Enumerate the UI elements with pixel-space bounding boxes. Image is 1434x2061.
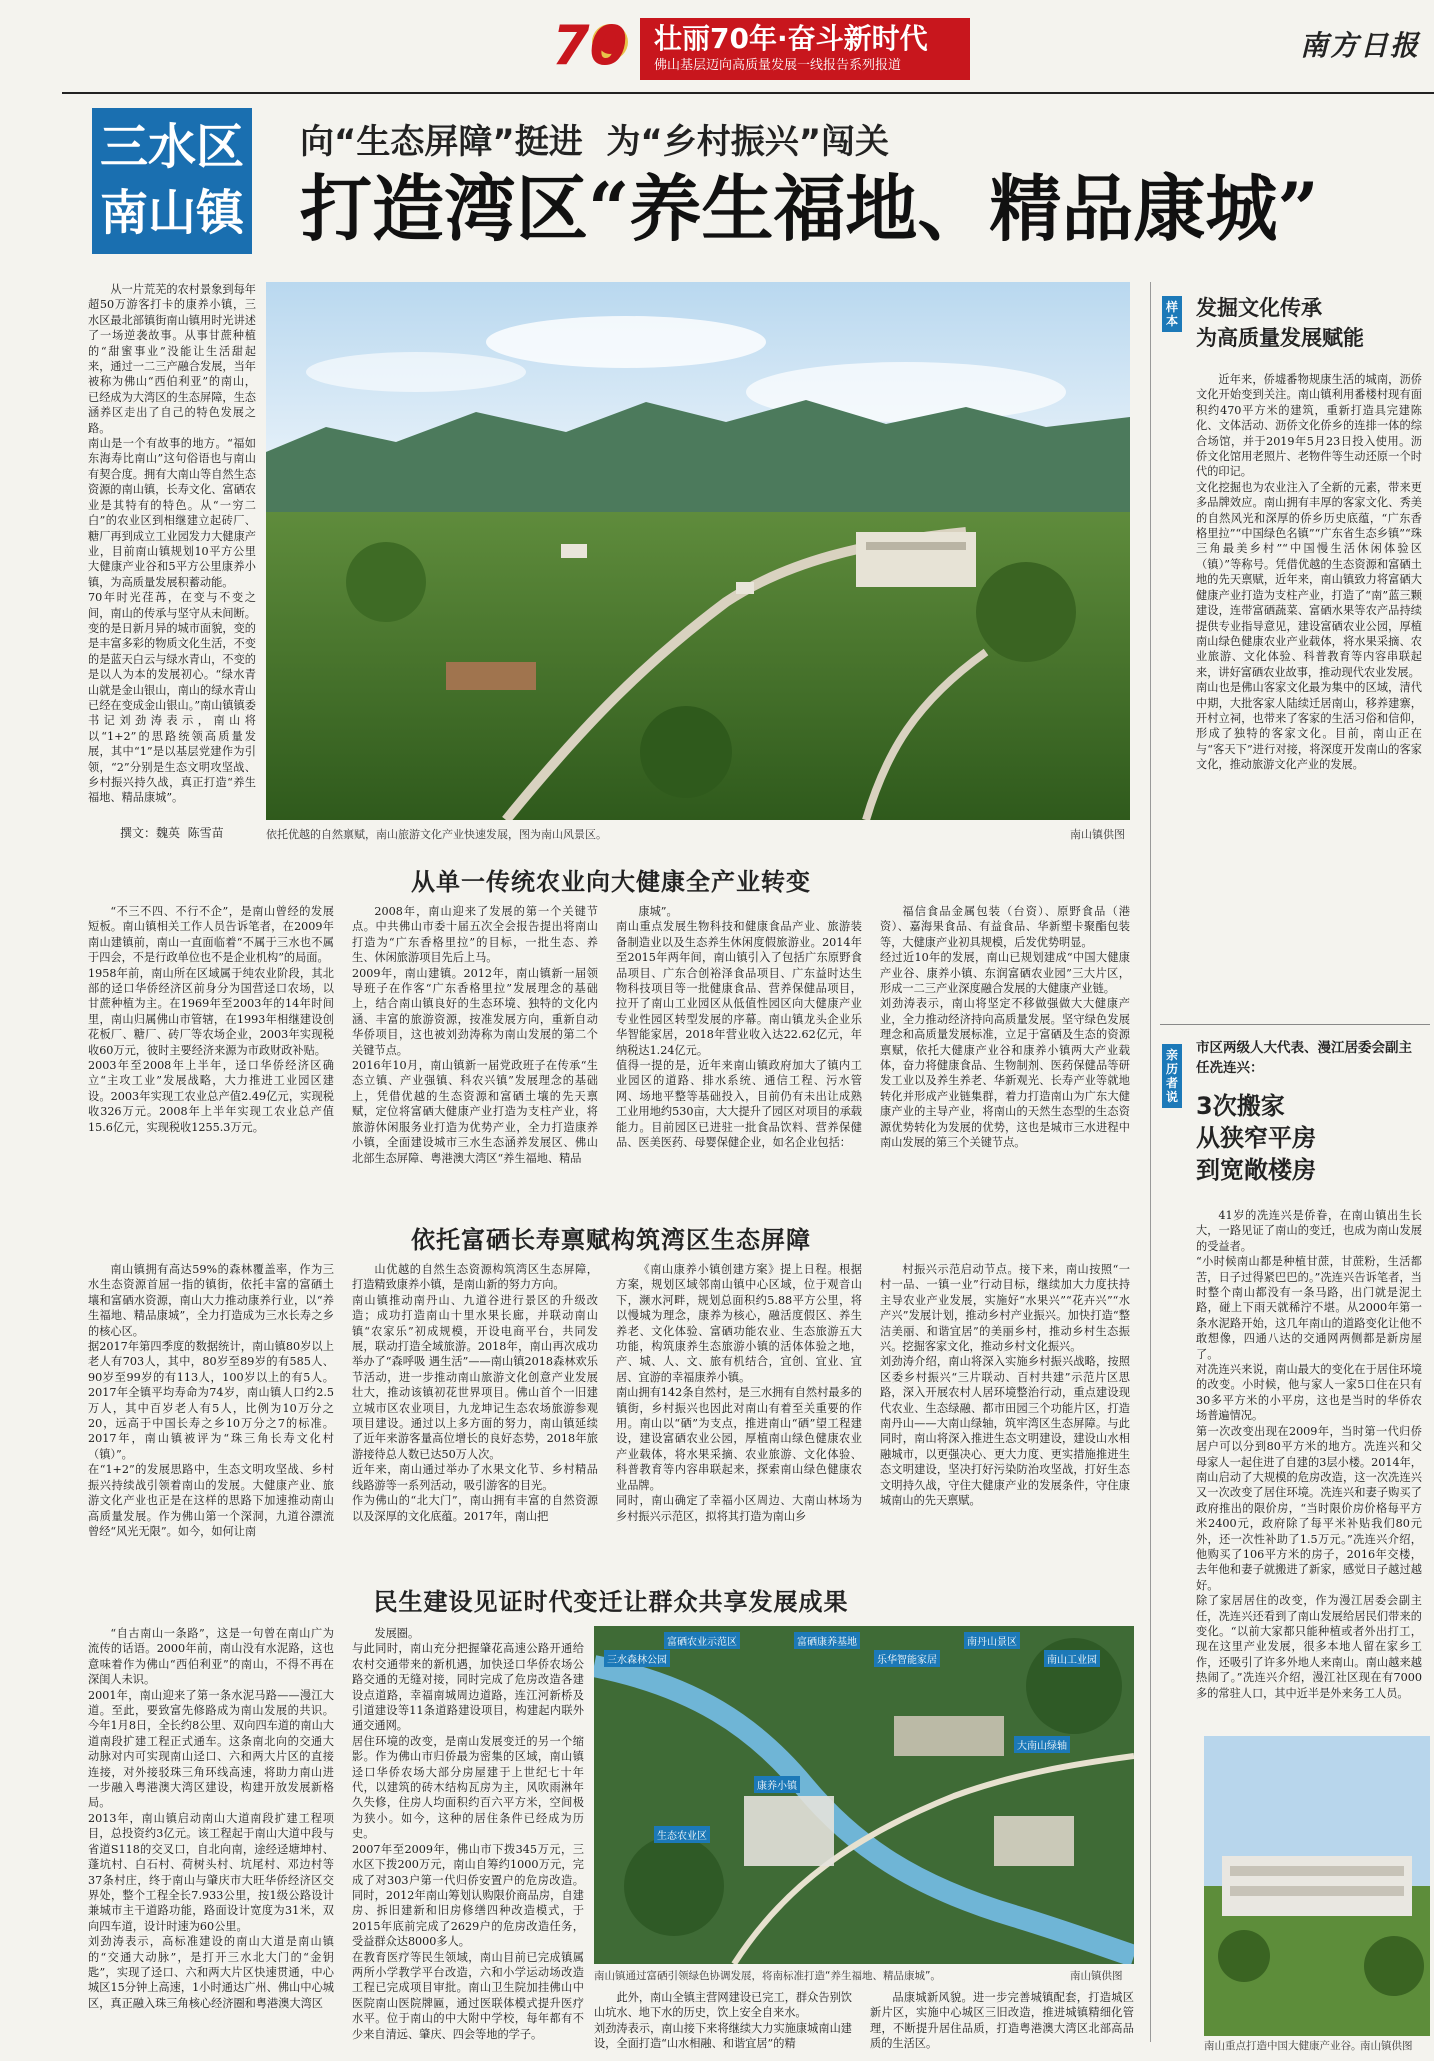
section2-col4-text: 村振兴示范启动节点。接下来，南山按照“一村一品、一镇一业”行动目标，继续加大力度扶持主导农业产业发展，实施好“水果兴”“花卉兴”“水产兴”发展计划，推动乡村产业振兴。加快打造“整洁美丽、和谐宜居”的美丽乡村，推动乡村生态振兴。挖掘客家文化，推动乡村文化振兴。 刘劲涛介绍，南山将深入实施乡村振兴战略，按照区委乡村振兴“三片联动、百村共建”示范片区思路，深入开展农村人居环境整治行动，重点建设现代农业、生态绿融、都市田园三个功能片区，打造南丹山——大南山绿轴，筑牢湾区生态屏障。与此同时，南山将深入推进生态文明建设，建设山水相融城市，以更强决心、更大力度、更实措施推进生态文明建设，坚决打好污染防治攻坚战，打好生态文明持久战，守住大健康产业的发展条件，守住康城南山的先天禀赋。 bbox=[880, 1263, 1130, 1508]
sidebar2-person: 市区两级人大代表、漫江居委会副主任冼连兴： bbox=[1196, 1040, 1412, 1076]
section1-col4-text: 福信食品金属包装（台资）、原野食品（港资）、嘉海果食品、有益食品、华新塑卡聚酯包装等，大健康产业初具规模，后发优势明显。 经过近10年的发展，南山已规划建成“中国大健康产业谷、康养小镇、东润富硒农业园”三大片区，形成一二三产业深度融合发展的大健康产业链。 刘劲涛表示，南山将坚定不移做强做大大健康产业，全力推动经济持向高质量发展。坚守绿色发展理念和高质量发展标准，立足于富硒及生态的资源禀赋，依托大健康产业谷和康养小镇两大产业载体，奋力将健康食品、生物制剂、医药保健品等研发工业以及养生养老、华新观光、长寿产业等就地转化并形成产业链集群，着力打造南山为广东大健康产业的主导产业，将南山的天然生态型的生态资源优势转化为发展的优势，这也是城市三水进程中南山发展的第三个关键节点。 bbox=[880, 905, 1130, 1150]
main-column-divider bbox=[1150, 282, 1151, 2042]
sidebar2-title-line1: 3次搬家 bbox=[1196, 1092, 1285, 1120]
main-photo bbox=[266, 282, 1130, 820]
section1-col1 bbox=[88, 904, 334, 1200]
sidebar1-tag: 样本 bbox=[1162, 296, 1182, 332]
masthead-rule bbox=[62, 92, 1434, 94]
sidebar2-body bbox=[1196, 1208, 1422, 1720]
map-label: 三水森林公园 bbox=[604, 1650, 670, 1667]
map-label: 南山工业园 bbox=[1044, 1650, 1100, 1667]
sidebar-photo-credit: 南山镇供图 bbox=[1360, 2040, 1413, 2052]
sidebar2-tag: 亲历者说 bbox=[1162, 1044, 1182, 1108]
map-label: 富硒康养基地 bbox=[794, 1632, 860, 1649]
sidebar-photo-caption: 南山重点打造中国大健康产业谷。 bbox=[1204, 2040, 1362, 2052]
map-label: 富硒农业示范区 bbox=[664, 1632, 740, 1649]
map-label: 乐华智能家居 bbox=[874, 1650, 940, 1667]
section1-col1-text: “不三不四、不行不企”，是南山曾经的发展短板。南山镇相关工作人员告诉笔者，在2009年南山建镇前，南山一直面临着“不属于三水也不属于四会，不是行政单位也不是企业机构”的局面。 1958年前，南山所在区域属于纯农业阶段，其北部的迳口华侨经济区前身分为国营迳口农场，以甘蔗种植为主。在1969年至2003年的14年时间里，南山归属佛山市管辖，在1993年相继建设创花板厂、糖厂、砖厂等农场企业，2003年实现税收60万元，彼时主要经济来源为市政财政补贴。 2003年至2008年上半年，迳口华侨经济区确立“主攻工业”发展战略，大力推进工业园区建设。2003年实现工农业总产值2.49亿元，实现税收326万元。2008年上半年实现工农业总产值15.6亿元，实现税收1255.3万元。 bbox=[88, 905, 334, 1134]
banner-subtitle: 佛山基层迈向高质量发展一线报告系列报道 bbox=[654, 58, 902, 73]
section3-col2-text: 发展圈。 与此同时，南山充分把握肇花高速公路开通给农村交通带来的新机遇，加快迳口华侨农场公路交通的无缝对接，同时完成了危房改造各建设点道路，幸福南城周边道路，连江河新桥及引道建设等11条道路建设项目，构建起内联外通交通网。 居住环境的改变，是南山发展变迁的另一个缩影。作为佛山市归侨最为密集的区域，南山镇迳口华侨农场大部分房屋建于上世纪七十年代，以建筑的砖木结构瓦房为主，风吹雨淋年久失修，住房人均面积约百六平方米，空间极为狭小。如今，这种的居住条件已经成为历史。 2007年至2009年，佛山市下拨345万元，三水区下拨200万元，南山自筹约1000万元，完成了对303户第一代归侨安置户的危房改造。同时，2012年南山筹划认购限价商品房，自建房、拆旧建新和旧房修缮四种改造模式，于2015年底前完成了2629户的危房改造任务，受益群众达8000多人。 在教育医疗等民生领域，南山目前已完成镇属两所小学教学平台改造，六和小学运动场改造工程已完成项目审批。南山卫生院加挂佛山中医院南山医院牌匾，通过医联体模式提升医疗水平。位于南山的中大附中学校，每年都有不少来自清远、肇庆、四会等地的学子。 bbox=[352, 1627, 584, 2041]
section2-col2 bbox=[352, 1262, 598, 1624]
sidebar2-text: 41岁的冼连兴是侨眷，在南山镇出生长大，一路见证了南山的变迁，也成为南山发展的受益者。 “小时候南山都是种植甘蔗，甘蔗粉，生活都苦，日子过得紧巴巴的。”冼连兴告诉笔者，当时整个南山都没有一条马路，出门就是泥土路，碰上下雨天就稀泞不堪。从2000年第一条水泥路开始，这几年南山的道路变化让他不敢想像，四通八达的交通网两侧都是新房屋了。 对冼连兴来说，南山最大的变化在于居住环境的改变。小时候，他与家人一家5口住在只有30多平方米的小平房，这也是当时的华侨农场普遍情况。 第一次改变出现在2009年，当时第一代归侨居户可以分到80平方米的地方。冼连兴和父母家人一起住进了自建的3层小楼。2014年，南山启动了大规模的危房改造，这一次冼连兴又一次改变了居住环境。冼连兴和妻子购买了政府推出的限价房，“当时限价房价格每平方米2400元，政府除了每平米补贴我们80元外，还一次性补助了1.5万元。”冼连兴介绍，他购买了106平方米的房子，2016年交楼，去年他和妻子就搬进了新家，感觉日子越过越好。 除了家居居住的改变，作为漫江居委会副主任，冼连兴还看到了南山发展给居民们带来的变化。“以前大家都只能种植或者外出打工，现在这里产业发展，很多本地人留在家乡工作，还吸引了许多外地人来南山。南山越来越热闹了。”冼连兴介绍，漫江社区现在有7000多的常驻人口，其中近半是外来务工人员。 bbox=[1196, 1209, 1422, 1700]
emblem-number: 70 bbox=[552, 14, 628, 77]
map-label: 大南山绿轴 bbox=[1014, 1736, 1070, 1753]
byline: 撰文：魏英 陈雪苗 bbox=[120, 826, 224, 840]
section3-title: 民生建设见证时代变迁让群众共享发展成果 bbox=[373, 1588, 849, 1616]
bottom-col1-text: 此外，南山全镇主营网建设已完工，群众告别饮山坑水、地下水的历史，饮上安全自来水。 刘劲涛表示，南山接下来将继续大力实施康城南山建设，全面打造“山水相融、和谐宜居”的精 bbox=[594, 1991, 852, 2051]
headline-kicker: 向“生态屏障”挺进 为“乡村振兴”闯关 bbox=[300, 122, 890, 162]
location-line1: 三水区 bbox=[99, 119, 244, 175]
section2-col1-text: 南山镇拥有高达59%的森林覆盖率，作为三水生态资源首屈一指的镇街，依托丰富的富硒土壤和富硒水资源，南山大力推动康养行业，以“养生福地、精品康城”，全力打造成为三水长寿之乡的核心区。 据2017年第四季度的数据统计，南山镇80岁以上老人有703人，其中，80岁至89岁的有585人、90岁至99岁的有113人，100岁以上的有5人。2017年全镇平均寿命为74岁，南山镇人口约2.5万人，其中百岁老人有5人，比例为10万分之20，远高于中国长寿之乡10万分之7的标准。2017年，南山镇被评为“珠三角长寿文化村（镇）”。 在“1+2”的发展思路中，生态文明攻坚战、乡村振兴持续战引领着南山的发展。大健康产业、旅游文化产业也正是在这样的思路下加速推动南山高质量发展。作为佛山第一个深洞，九道谷漂流曾经“风光无限”。如今，如何让南 bbox=[88, 1263, 334, 1538]
bottom-col2 bbox=[870, 1990, 1134, 2052]
top-emblem bbox=[552, 14, 638, 82]
section3-col1 bbox=[88, 1626, 334, 2046]
section1-col2-text: 2008年，南山迎来了发展的第一个关键节点。中共佛山市委十届五次全会报告提出将南山打造为“广东香格里拉”的目标，一批生态、养生、休闲旅游项目先后上马。 2009年，南山建镇。2012年，南山镇新一届领导班子在作客“广东香格里拉”发展理念的基础上，结合南山镇良好的生态环境、独特的文化内涵、丰富的旅游资源，按准发展方向，重新自动华侨项目，这也被刘劲涛称为南山发展的第二个关键节点。 2016年10月，南山镇新一届党政班子在传承“生态立镇、产业强镇、科农兴镇”发展理念的基础上，凭借优越的生态资源和富硒土壤的先天禀赋，定位将富硒大健康产业打造为支柱产业，将旅游休闲服务业打造为优势产业，全力打造康养小镇，全面建设城市三水生态涵养发展区、佛山北部生态屏障、粤港澳大湾区“养生福地、精品 bbox=[352, 905, 598, 1165]
main-photo-credit: 南山镇供图 bbox=[1070, 828, 1125, 841]
section1-col3 bbox=[616, 904, 862, 1200]
sidebar-photo bbox=[1204, 1736, 1430, 2036]
map-label: 生态农业区 bbox=[654, 1826, 710, 1843]
planning-map bbox=[594, 1626, 1134, 1964]
sidebar1-title-line1: 发掘文化传承 bbox=[1196, 296, 1322, 320]
section2-title: 依托富硒长寿禀赋构筑湾区生态屏障 bbox=[411, 1226, 811, 1254]
section2-col2-text: 山优越的自然生态资源构筑湾区生态屏障，打造精致康养小镇，是南山新的努力方向。 南山镇推动南丹山、九道谷进行景区的升级改造；成功打造南山十里水果长廊，并联动南山镇“农家乐”初成规模，开设电商平台，共同发展，联动打造全域旅游。2018年，南山再次成功举办了“森呼吸 遇生活”——南山镇2018森林欢乐节活动，进一步推动南山旅游文化创意产业发展壮大，推动该镇初花世界项目。佛山首个一旧建立城市区农业项目，九龙坤记生态农场旅游参观项目建设。通过以上多方面的努力，南山镇延续了近年来游客量高位增长的良好态势，2018年旅游接待总人数已达50万人次。 近年来，南山通过举办了水果文化节、乡村精品线路游等一系列活动，吸引游客的目光。 作为佛山的“北大门”，南山拥有丰富的自然资源以及深厚的文化底蕴。2017年，南山把 bbox=[352, 1263, 598, 1523]
newspaper-name: 南方日报 bbox=[1300, 29, 1421, 62]
map-label: 南丹山景区 bbox=[964, 1632, 1020, 1649]
sidebar2-title-line3: 到宽敞楼房 bbox=[1196, 1156, 1316, 1184]
sidebar1-text: 近年来，侨墟番物规康生活的城南，沥侨文化开始变到关注。南山镇利用番楼村现有面积约470平方米的建筑，重新打造具完建陈化、文体活动、沥侨文化侨乡的连排一体的综合场馆，并于2019年5月23日投入使用。沥侨文化馆用老照片、老物件等生动还原一个时代的印记。 文化挖掘也为农业注入了全新的元素，带来更多品牌效应。南山拥有丰厚的客家文化、秀美的自然风光和深厚的侨乡历史底蕴，“广东香格里拉”“中国绿色名镇”“广东省生态乡镇”“珠三角最美乡村”“中国慢生活休闲体验区（镇）”等称号。凭借优越的生态资源和富硒土地的先天禀赋，近年来，南山镇致力将富硒大健康产业打造为支柱产业，打造了“南”蓝三颗建设，连带富硒蔬菜、富硒水果等农产品持续提供专业指导意见，建设富硒农业公园，厚植南山绿色健康农业产业载体，将水果采摘、农业旅游、文化体验、科普教育等内容串联起来，讲好富硒农业故事，推动现代农业发展。 南山也是佛山客家文化最为集中的区域，清代中期，大批客家人陆续迁居南山，移养建寨，开村立祠，也带来了客家的生活习俗和信仰，形成了独特的客家文化。目前，南山正在与“客天下”进行对接，将深度开发南山的客家文化，推动旅游文化产业的发展。 bbox=[1196, 373, 1422, 772]
lead-text: 从一片荒芜的农村景象到每年超50万游客打卡的康养小镇，三水区最北部镇街南山镇用时光讲述了一场逆袭故事。从事甘蔗种植的“甜蜜事业”没能让生活甜起来，通过一二三产融合发展，当年被称为佛山“西伯利亚”的南山，已经成为大湾区的生态屏障，生态涵养区走出了自己的特色发展之路。 南山是一个有故事的地方。“福如东海寿比南山”这句俗语也与南山有契合度。拥有大南山等自然生态资源的南山镇，长寿文化、富硒农业是其特有的特色。从“一穷二白”的农业区到相继建立起砖厂、糖厂再到成立工业园发力大健康产业，目前南山镇规划10平方公里大健康产业谷和5平方公里康养小镇，为高质量发展积蓄动能。 70年时光荏苒，在变与不变之间，南山的传承与坚守从未间断。变的是日新月异的城市面貌，变的是丰富多彩的物质文化生活，不变的是蓝天白云与绿水青山，不变的是以人为本的发展初心。“绿水青山就是金山银山，南山的绿水青山已经在变成金山银山。”南山镇镇委书记刘劲涛表示，南山将以“1+2”的思路统领高质量发展，其中“1”是以基层党建作为引领，“2”分别是生态文明攻坚战、乡村振兴持久战，真正打造“养生福地、精品康城”。 bbox=[88, 283, 256, 805]
bottom-col2-text: 品康城新风貌。进一步完善城镇配套，打造城区新片区，实施中心城区三旧改造，推进城镇精细化管理，不断提升居住品质，打造粤港澳大湾区北部高品质的生活区。 bbox=[870, 1991, 1134, 2051]
section1-col2 bbox=[352, 904, 598, 1200]
section3-col1-text: “自古南山一条路”，这是一句曾在南山广为流传的话语。2000年前，南山没有水泥路，这也意味着作为佛山“西伯利亚”的南山，不得不再在深闺人未识。 2001年，南山迎来了第一条水泥马路——漫江大道。至此，要致富先修路成为南山发展的共识。今年1月8日，全长约8公里、双向四车道的南山大道南段扩建工程正式通车。这条南北向的交通大动脉对内可实现南山迳口、六和两大片区的直接连接，对外接驳珠三角环线高速，将助力南山进一步融入粤港澳大湾区建设，构建开放发展新格局。 2013年，南山镇启动南山大道南段扩建工程项目，总投资约3亿元。该工程起于南山大道中段与省道S118的交叉口，自北向南，途经迳塘坤村、蓬坑村、白石村、荷树头村、坑尾村、邓边村等37条村庄，终于南山与肇庆市大旺华侨经济区交界处，整个工程全长7.933公里，按1级公路设计兼城市主干道路功能，路面设计宽度为31米，双向四车道，设计时速为60公里。 刘劲涛表示，高标准建设的南山大道是南山镇的“交通大动脉”，是打开三水北大门的“金钥匙”，实现了迳口、六和两大片区快速贯通，中心城区15分钟上高速，1小时通达广州、佛山中心城区，真正融入珠三角核心经济圈和粤港澳大湾区 bbox=[88, 1627, 334, 2010]
section2-col1 bbox=[88, 1262, 334, 1624]
map-caption: 南山镇通过富硒引领绿色协调发展，将南标准打造“养生福地、精品康城”。 bbox=[594, 1970, 941, 1982]
section1-title: 从单一传统农业向大健康全产业转变 bbox=[411, 868, 811, 896]
sidebar2-title-line2: 从狭窄平房 bbox=[1196, 1124, 1316, 1152]
section2-col3 bbox=[616, 1262, 862, 1624]
sidebar-divider bbox=[1160, 1024, 1430, 1025]
section1-col3-text: 康城”。 南山重点发展生物科技和健康食品产业、旅游装备制造业以及生态养生休闲度假旅游业。2014年至2015年两年间，南山镇引入了包括广东原野食品项目、广东合创裕泽食品项目、广东益时达生物科技项目等一批健康食品、营养保健品项目，拉开了南山工业园区从低值性园区向大健康产业专业性园区转型发展的序幕。南山镇龙头企业乐华智能家居，2018年营业收入达22.62亿元，年纳税达1.24亿元。 值得一提的是，近年来南山镇政府加大了镇内工业园区的道路、排水系统、通信工程、污水管网、场地平整等基础投入，目前仍有未出让成熟工业用地约530亩，大大提升了园区对项目的承载能力。目前园区已进驻一批食品饮料、营养保健品、医美医药、母婴保健企业，如名企业包括： bbox=[616, 905, 862, 1150]
banner-title: 壮丽70年·奋斗新时代 bbox=[654, 22, 928, 55]
section1-col4 bbox=[880, 904, 1130, 1200]
banner bbox=[640, 18, 970, 80]
location-badge bbox=[92, 108, 252, 254]
bottom-col1 bbox=[594, 1990, 852, 2052]
main-photo-caption: 依托优越的自然禀赋，南山旅游文化产业快速发展，图为南山风景区。 bbox=[266, 828, 607, 841]
sidebar1-title-line2: 为高质量发展赋能 bbox=[1196, 326, 1364, 350]
section2-col3-text: 《南山康养小镇创建方案》提上日程。根据方案，规划区域邻南山镇中心区域，位于观音山下，濒水河畔，规划总面积约5.88平方公里，将以慢城为理念，康养为核心，融活度假区、养生养老、文化体验、富硒功能农业、生态旅游五大功能，构筑康养生态旅游小镇的活体体验之地，产、城、人、文、旅有机结合，宜创、宜业、宜居、宜游的幸福康养小镇。 南山拥有142条自然村，是三水拥有自然村最多的镇街，乡村振兴也因此对南山有着至关重要的作用。南山以“硒”为支点，推进南山“硒”望工程建设，建设富硒农业公园，厚植南山绿色健康农业产业载体，将水果采摘、农业旅游、文化体验、科普教育等内容串联起来，探索南山绿色健康农业品牌。 同时，南山确定了幸福小区周边、大南山林场为乡村振兴示范区，拟将其打造为南山乡 bbox=[616, 1263, 862, 1523]
map-label: 康养小镇 bbox=[754, 1776, 800, 1793]
headline-main: 打造湾区“养生福地、精品康城” bbox=[300, 166, 1319, 251]
map-credit: 南山镇供图 bbox=[1070, 1970, 1123, 1982]
sidebar1-body bbox=[1196, 372, 1422, 912]
section2-col4 bbox=[880, 1262, 1130, 1624]
section3-col2 bbox=[352, 1626, 584, 2046]
lead-column bbox=[88, 282, 256, 818]
location-line2: 南山镇 bbox=[99, 185, 244, 241]
